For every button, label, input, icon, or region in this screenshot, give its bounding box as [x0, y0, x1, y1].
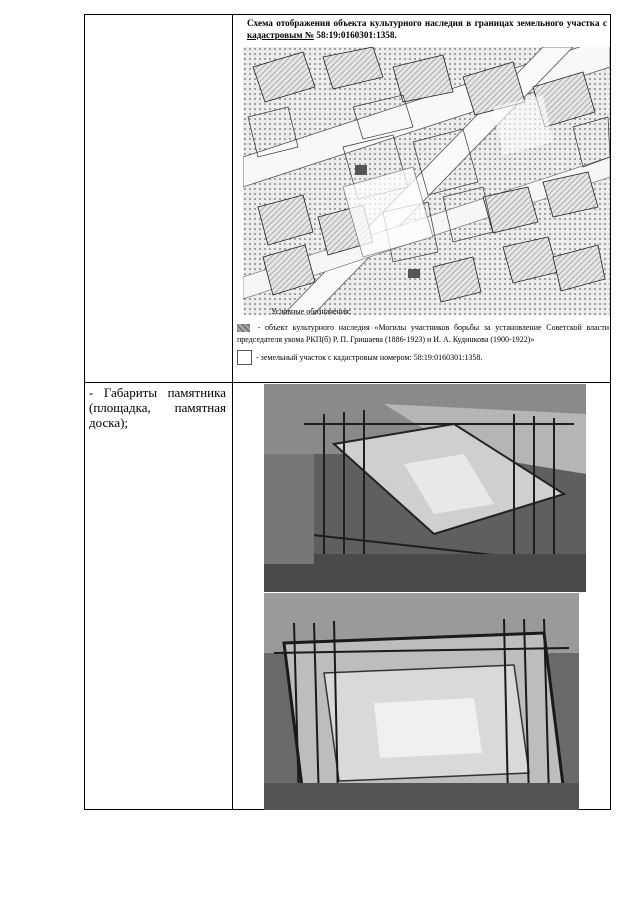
column-divider: [232, 15, 233, 809]
legend-land-parcel: [237, 350, 482, 365]
legend-heritage-text: - объект культурного наследия «Могилы участников борьбы за установление Советской власти председателя укома РКП(б) Р. П. Гришаева (1886-1923) и И. А. Кудинкова (1900-1922)»: [237, 323, 609, 344]
legend-title: Условные обозначения:: [271, 307, 352, 316]
monument-photo-2: [264, 593, 579, 810]
row-divider: [85, 382, 610, 383]
monument-dimensions-label: - Габариты памятника (площадка, памятная доска);: [89, 385, 226, 430]
legend-parcel-text: - земельный участок с кадастровым номером: 58:19:0160301:1358.: [256, 353, 483, 362]
monument-photo-1: [264, 384, 586, 592]
document-table: [84, 14, 611, 810]
land-parcel-swatch-icon: [237, 350, 252, 365]
legend-heritage-object: [237, 322, 609, 346]
cadastral-map: [243, 47, 610, 315]
map-title-number: 58:19:0160301:1358.: [314, 30, 397, 40]
heritage-object-swatch-icon: [237, 324, 250, 332]
map-title-line1: Схема отображения объекта культурного наследия в границах земельного участка с: [247, 18, 607, 28]
map-title-underlined: кадастровым №: [247, 30, 315, 40]
map-title: [247, 17, 607, 41]
